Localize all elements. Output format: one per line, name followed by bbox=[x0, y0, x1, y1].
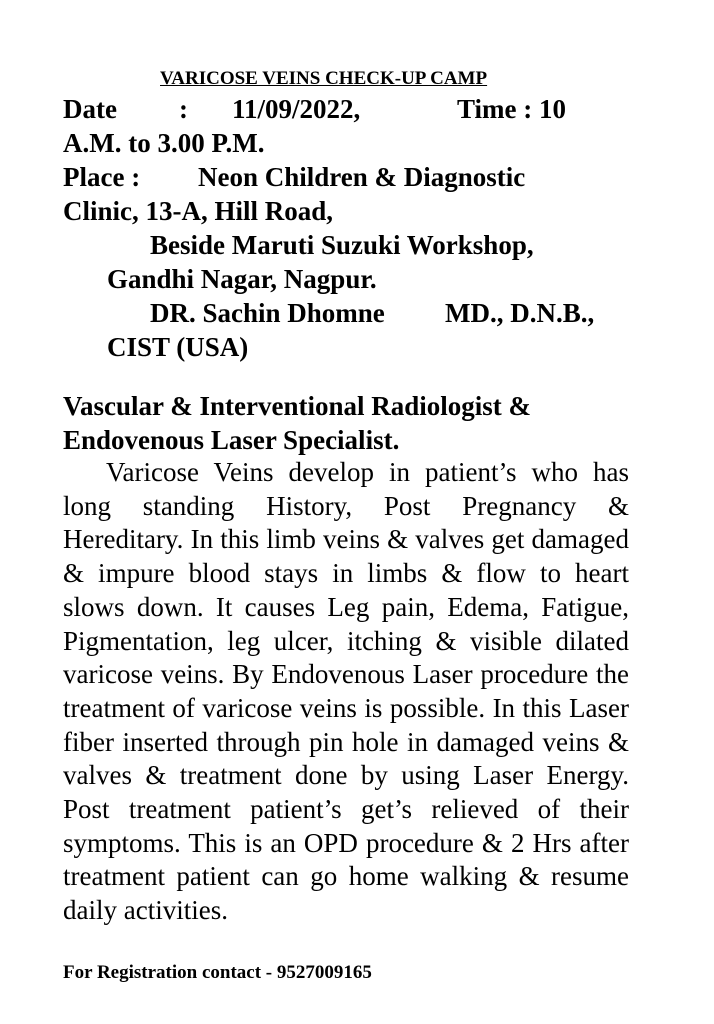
date-separator: : bbox=[179, 94, 188, 124]
doctor-name: DR. Sachin Dhomne bbox=[150, 298, 385, 328]
specialty-line-1: Vascular & Interventional Radiologist & bbox=[63, 391, 532, 421]
address-line-3: Gandhi Nagar, Nagpur. bbox=[107, 264, 377, 294]
doctor-degrees: MD., D.N.B., bbox=[445, 298, 595, 328]
notice-heading: VARICOSE VEINS CHECK-UP CAMP bbox=[160, 68, 488, 89]
date-value: 11/09/2022, bbox=[232, 94, 361, 124]
description-paragraph: Varicose Veins develop in patient’s who has long standing History, Post Pregnancy & Hereditary. In this limb veins & valves get damaged & impure blood stays in limbs & flow to heart slows down. It causes Leg pain, Edema, Fatigue, Pigmentation, leg ulcer, itching & visible dilated varicose veins. By Endovenous Laser procedure the treatment of varicose veins is possible. In this Laser fiber inserted through pin hole in damaged veins & valves & treatment done by using Laser Energy. Post treatment patient’s get’s relieved of their symptoms. This is an OPD procedure & 2 Hrs after treatment patient can go home walking & resume daily activities. bbox=[63, 457, 629, 926]
registration-contact: For Registration contact - 9527009165 bbox=[63, 962, 372, 983]
place-name: Neon Children & Diagnostic bbox=[198, 162, 526, 192]
address-line-1: Clinic, 13-A, Hill Road, bbox=[63, 196, 334, 226]
doctor-certification: CIST (USA) bbox=[107, 332, 249, 362]
address-line-2: Beside Maruti Suzuki Workshop, bbox=[150, 230, 534, 260]
time-label: Time : 10 bbox=[457, 94, 566, 124]
date-label: Date bbox=[63, 94, 117, 124]
specialty-line-2: Endovenous Laser Specialist. bbox=[63, 425, 400, 455]
time-continuation: A.M. to 3.00 P.M. bbox=[63, 128, 265, 158]
place-label: Place : bbox=[63, 162, 141, 192]
